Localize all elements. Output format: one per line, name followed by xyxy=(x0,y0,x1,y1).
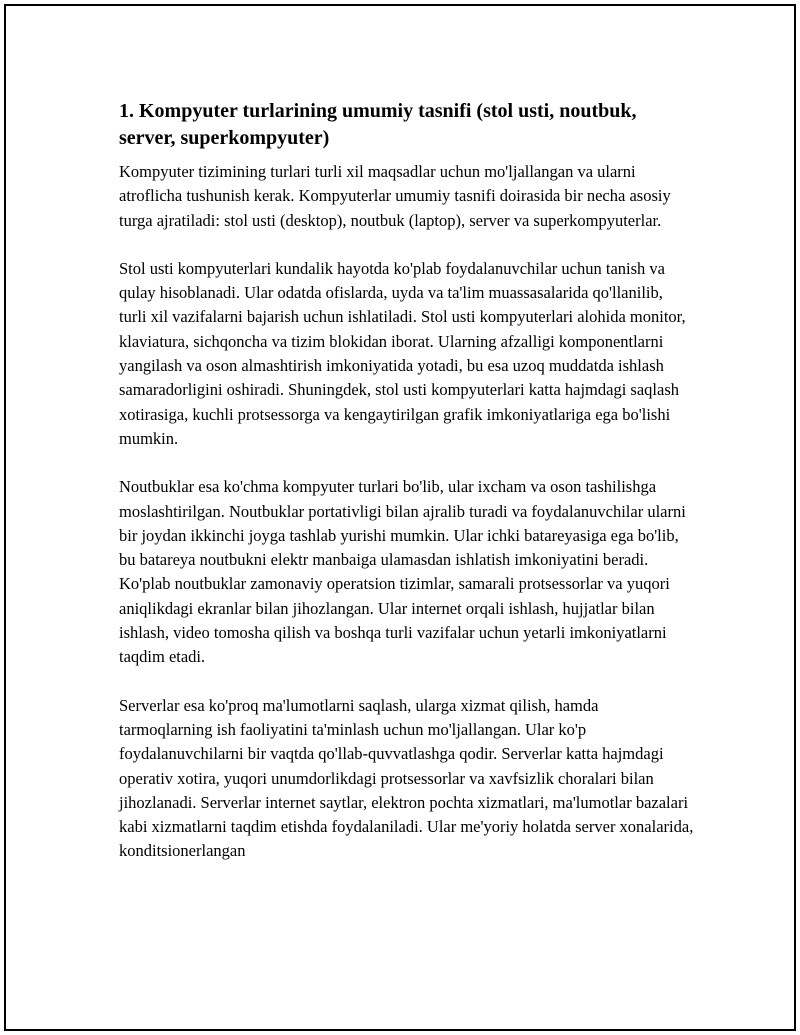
paragraph-laptop: Noutbuklar esa ko'chma kompyuter turlari bo'lib, ular ixcham va oson tashilishga moslashtirilgan. Noutbuklar portativligi bilan ajralib turadi va foydalanuvchilar ularni bir joydan ikkinchi joyga tashlab yurishi mumkin. Ular ichki batareyasiga ega bo'lib, bu batareya noutbukni elektr manbaiga ulamasdan ishlatish imkoniyatini beradi. Ko'plab noutbuklar zamonaviy operatsion tizimlar, samarali protsessorlar va yuqori aniqlikdagi ekranlar bilan jihozlangan. Ular internet orqali ishlash, hujjatlar bilan ishlash, video tomosha qilish va boshqa turli vazifalar uchun yetarli imkoniyatlarni taqdim etadi. xyxy=(119,477,686,667)
paragraph-server: Serverlar esa ko'proq ma'lumotlarni saqlash, ularga xizmat qilish, hamda tarmoqlarning ish faoliyatini ta'minlash uchun mo'ljallangan. Ular ko'p foydalanuvchilarni bir vaqtda qo'llab-quvvatlashga qodir. Serverlar katta hajmdagi operativ xotira, yuqori unumdorlikdagi protsessorlar va xavfsizlik choralari bilan jihozlanadi. Serverlar internet saytlar, elektron pochta xizmatlari, ma'lumotlar bazalari kabi xizmatlarni taqdim etishda foydalaniladi. Ular me'yoriy holatda server xonalarida, konditsionerlangan xyxy=(119,695,694,861)
document-body xyxy=(119,98,694,888)
paragraph-desktop: Stol usti kompyuterlari kundalik hayotda ko'plab foydalanuvchilar uchun tanish va qulay hisoblanadi. Ular odatda ofislarda, uyda va ta'lim muassasalarida qo'llanilib, turli xil vazifalarni bajarish uchun ishlatiladi. Stol usti kompyuterlari alohida monitor, klaviatura, sichqoncha va tizim blokidan iborat. Ularning afzalligi komponentlarni yangilash va oson almashtirish imkoniyatida yotadi, bu esa uzoq muddatda ishlash samaradorligini oshiradi. Shuningdek, stol usti kompyuterlari katta hajmdagi saqlash xotirasiga, kuchli protsessorga va kengaytirilgan grafik imkoniyatlariga ega bo'lishi mumkin. xyxy=(119,258,686,448)
page-frame xyxy=(4,4,796,1031)
paragraph-intro: Kompyuter tizimining turlari turli xil maqsadlar uchun mo'ljallangan va ularni atroflicha tushunish kerak. Kompyuterlar umumiy tasnifi doirasida bir necha asosiy turga ajratiladi: stol usti (desktop), noutbuk (laptop), server va superkompyuterlar. xyxy=(119,162,671,230)
section-title: 1. Kompyuter turlarining umumiy tasnifi (stol usti, noutbuk, server, superkompyuter) xyxy=(119,100,637,149)
